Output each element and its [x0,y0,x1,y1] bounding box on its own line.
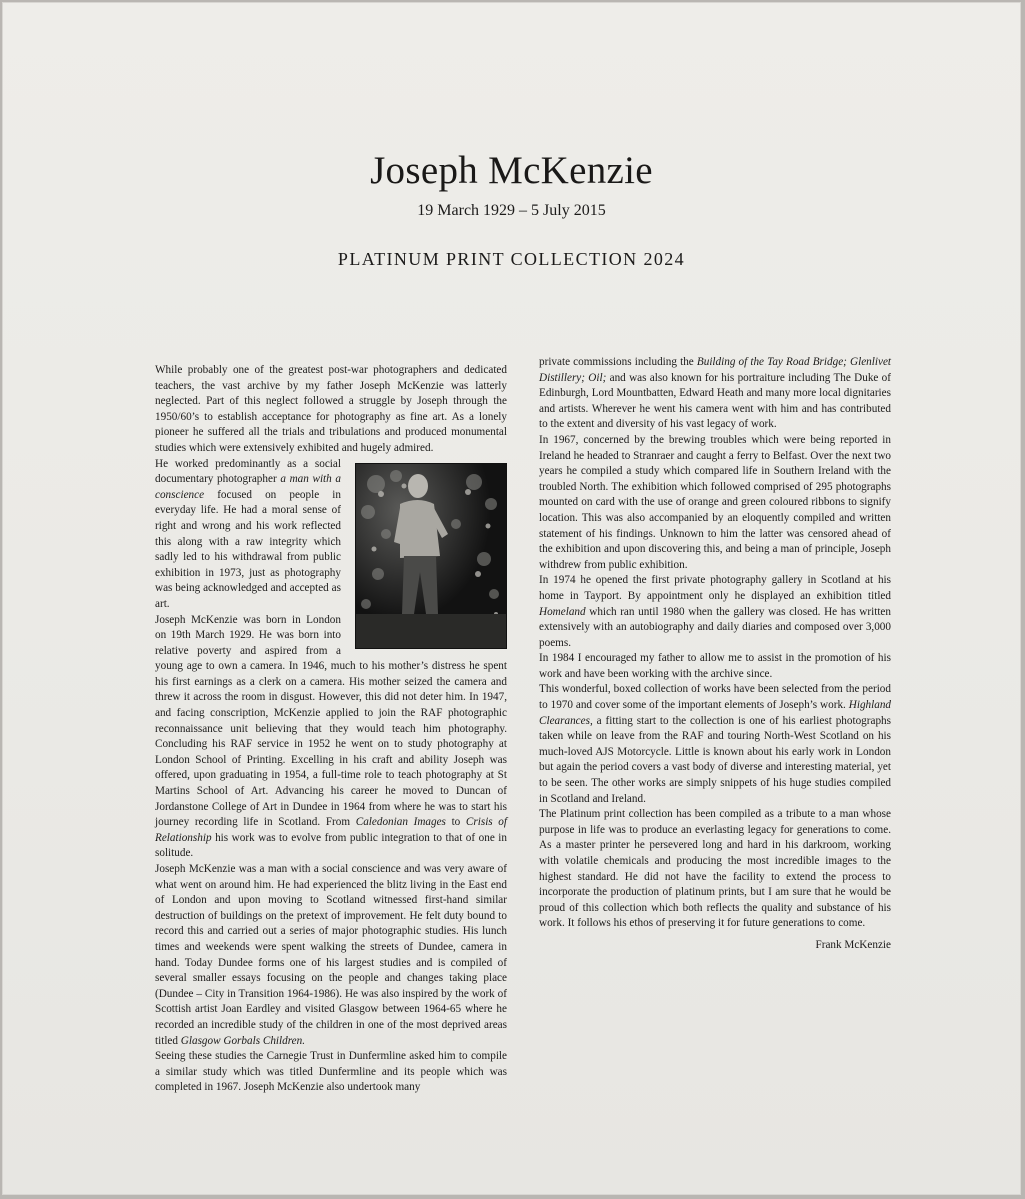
paragraph: This wonderful, boxed collection of works have been selected from the period to 1970 and cover some of the important elements of Joseph’s work. Highland Clearances, a fitting start to the collection is one of his earliest photographs taken while on leave from the RAF and touring North-West Scotland on his much-loved AJS Motorcycle. Little is known about his early work in London but again the period covers a vast body of diverse and interesting material, yet to be seen. The other works are simply snippets of his huge studies compiled in Scotland and Ireland. [539,683,892,805]
document-sheet [2,2,1021,1195]
paragraph: private commissions including the Building of the Tay Road Bridge; Glenlivet Distillery; Oil; and was also known for his portraiture including The Duke of Edinburgh, Lord Mountbatten, Edward Heath and many more local dignitaries and artists. Wherever he went his camera went with him and has contributed to the extent and diversity of his vast legacy of work. [539,356,892,431]
signature: Frank McKenzie [815,938,891,951]
portrait-photo [355,463,507,649]
page-title: Joseph McKenzie [370,149,653,192]
paragraph: The Platinum print collection has been compiled as a tribute to a man whose purpose in life was to produce an everlasting legacy for generations to come. As a master printer he persevered long and hard in his darkroom, working with volatile chemicals and producing the most incredible images to the highest standard. He did not have the facility to extend the process to incorporate the production of platinum prints, but I am sure that he would be proud of this collection which both reflects the quality and substance of his work. It follows his ethos of preserving it for future generations to come. [539,808,891,930]
paragraph: Joseph McKenzie was born in London on 19th March 1929. He was born into relative poverty and aspired from a young age to own a camera. In 1946, much to his mother’s distress he spent his first earnings as a clerk on a camera. His mother seized the camera and threw it across the room in disgust. However, this did not deter him. In 1947, and facing conscription, McKenzie applied to join the RAF photographic reconnaissance unit believing that they would teach him photography. Concluding his RAF service in 1952 he went on to study photography at London School of Printing. Excelling in his craft and ability Joseph was offered, upon graduating in 1954, a full-time role to teach photography at St Martins School of Art. Advancing his career he moved to Duncan of Jordanstone College of Art in Dundee in 1964 from where he was to start his journey recording life in Scotland. From Caledonian Images to Crisis of Relationship his work was to evolve from public integration to that of one in solitude. [155,613,508,860]
right-text-column [539,355,891,954]
paragraph: In 1974 he opened the first private photography gallery in Scotland at his home in Tayport. By appointment only he displayed an exhibition titled Homeland which ran until 1980 when the gallery was closed. He has written extensively with an autobiography and daily diaries and composed over 3,000 poems. [539,574,891,649]
paragraph: While probably one of the greatest post-war photographers and dedicated teachers, the vast archive by my father Joseph McKenzie was latterly neglected. Part of this neglect followed a struggle by Joseph through the 1950/60’s to establish acceptance for photography as fine art. As a lonely pioneer he suffered all the trials and tribulations and produced monumental studies which were extensively exhibited and hugely admired. [155,364,507,454]
paragraph: He worked predominantly as a social documentary photographer a man with a conscience focused on people in everyday life. He had a moral sense of right and wrong and his work reflected this along with a raw integrity which sadly led to his withdrawal from public exhibition in 1973, just as photography was being acknowledged and accepted as art. [155,457,341,610]
paragraph: Seeing these studies the Carnegie Trust in Dunfermline asked him to compile a similar study which was titled Dunfermline and its people which was completed in 1967. Joseph McKenzie also undertook many [155,1050,507,1094]
paragraph: In 1967, concerned by the brewing troubles which were being reported in Ireland he headed to Stranraer and caught a ferry to Belfast. Over the next two years he compiled a study which compared life in Southern Ireland with the troubled North. The exhibition which followed comprised of 295 photographs mounted on card with the use of orange and green coloured ribbons to signify location. This was also accompanied by an eloquently compiled and written statement of his findings. Unknown to him the latter was censored ahead of the exhibition and upon discovering this, and being a man of principle, Joseph withdrew from public exhibition. [539,433,891,571]
collection-title: PLATINUM PRINT COLLECTION 2024 [337,249,686,269]
portrait-photo-graphic [356,464,506,648]
life-dates: 19 March 1929 – 5 July 2015 [417,202,606,219]
paragraph: Joseph McKenzie was a man with a social conscience and was very aware of what went on around him. He had experienced the blitz living in the East end of London and upon moving to Scotland witnessed first-hand similar destruction of buildings on the pretext of improvement. He felt duty bound to record this and carried out a series of major photographic studies. His lunch times and weekends were spent walking the streets of Dundee, camera in hand. Today Dundee forms one of his largest studies and is compiled of several smaller essays focusing on the people and changes taking place (Dundee – City in Transition 1964-1986). He was also inspired by the work of Scottish artist Joan Eardley and visited Glasgow between 1964-65 where he recorded an incredible study of the children in one of the most deprived areas titled Glasgow Gorbals Children. [155,863,507,1047]
paragraph: In 1984 I encouraged my father to allow me to assist in the promotion of his work and have been working with the archive since. [539,652,891,680]
left-text-column [155,363,507,1096]
